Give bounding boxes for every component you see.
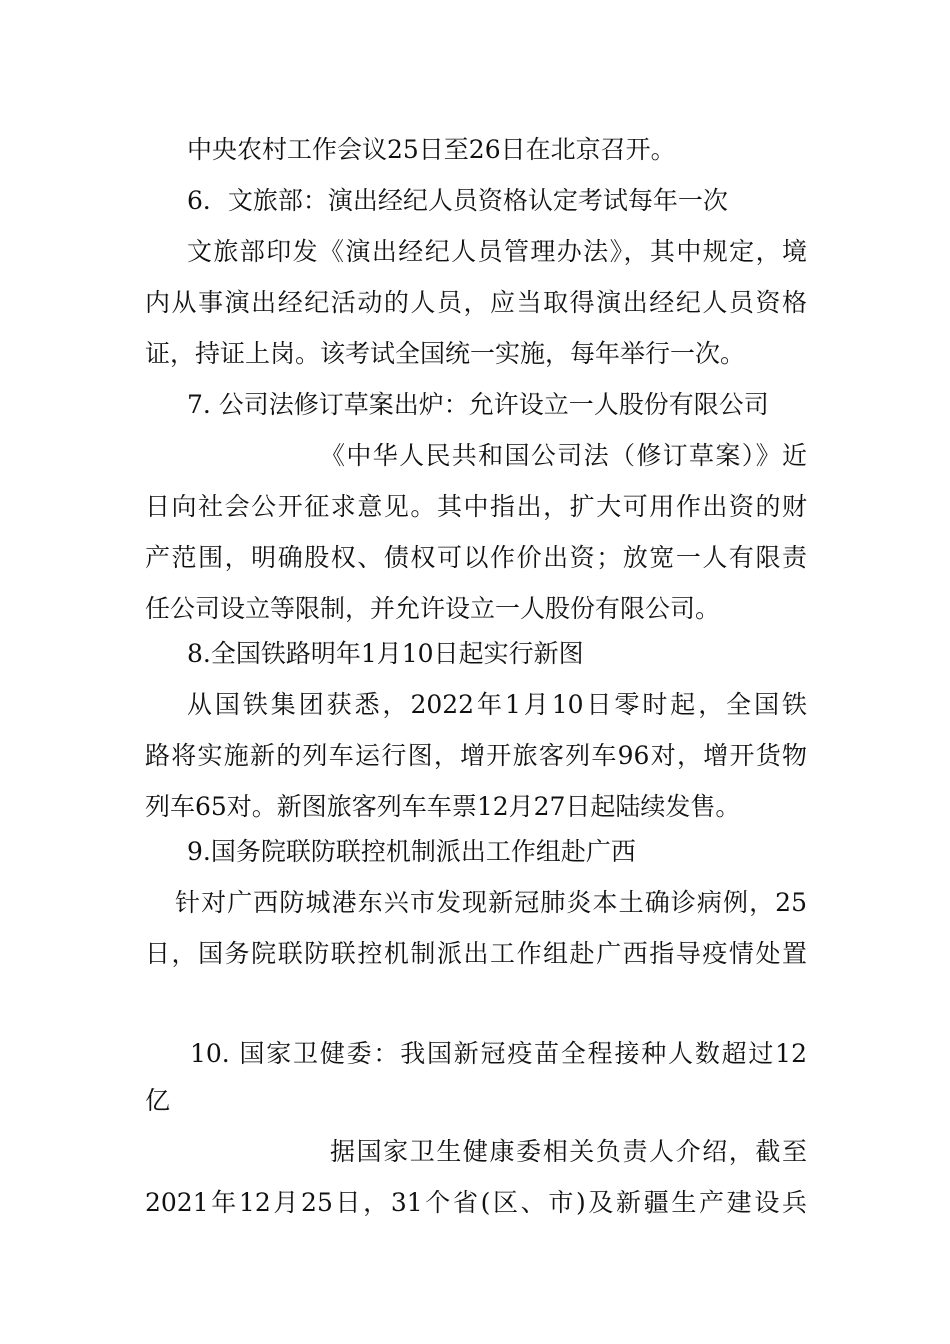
text-line: 日，国务院联防联控机制派出工作组赴广西指导疫情处置	[145, 939, 807, 968]
heading-item-10: 10. 国家卫健委：我国新冠疫苗全程接种人数超过12	[190, 1039, 807, 1068]
text-line: 任公司设立等限制，并允许设立一人股份有限公司。	[145, 594, 721, 623]
text-line: 日向社会公开征求意见。其中指出，扩大可用作出资的财	[145, 492, 807, 521]
text-line: 路将实施新的列车运行图，增开旅客列车96对，增开货物	[145, 741, 807, 770]
text-line: 2021年12月25日，31个省(区、市)及新疆生产建设兵	[145, 1188, 807, 1217]
text-line: 针对广西防城港东兴市发现新冠肺炎本土确诊病例，25	[175, 888, 807, 917]
heading-item-6: 6．文旅部：演出经纪人员资格认定考试每年一次	[187, 186, 728, 215]
heading-item-8: 8.全国铁路明年1月10日起实行新图	[187, 639, 584, 668]
text-line: 列车65对。新图旅客列车车票12月27日起陆续发售。	[145, 792, 741, 821]
text-line: 《中华人民共和国公司法（修订草案）》近	[320, 441, 807, 470]
text-line: 产范围，明确股权、债权可以作价出资；放宽一人有限责	[145, 543, 807, 572]
text-line: 内从事演出经纪活动的人员，应当取得演出经纪人员资格	[145, 288, 807, 317]
text-line: 据国家卫生健康委相关负责人介绍，截至	[330, 1137, 807, 1166]
text-line: 中央农村工作会议25日至26日在北京召开。	[187, 135, 676, 164]
heading-item-9: 9.国务院联防联控机制派出工作组赴广西	[187, 837, 636, 866]
text-line: 文旅部印发《演出经纪人员管理办法》，其中规定，境	[187, 237, 807, 266]
text-line: 从国铁集团获悉，2022年1月10日零时起，全国铁	[187, 690, 807, 719]
text-line: 亿	[145, 1086, 171, 1115]
heading-item-7: 7. 公司法修订草案出炉：允许设立一人股份有限公司	[187, 390, 769, 419]
text-line: 证，持证上岗。该考试全国统一实施，每年举行一次。	[145, 339, 746, 368]
